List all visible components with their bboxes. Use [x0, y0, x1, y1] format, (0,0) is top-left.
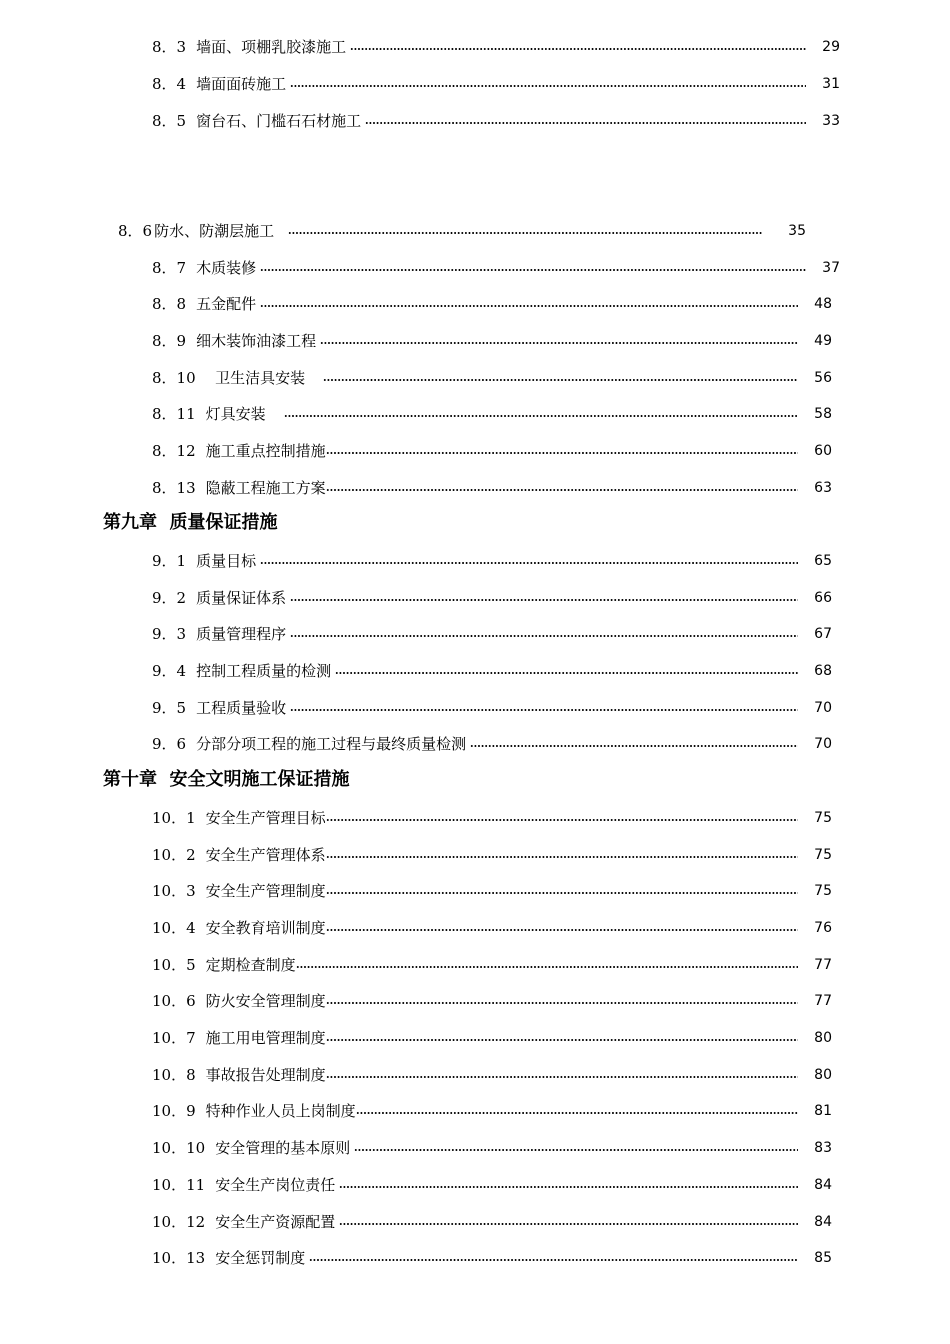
- toc-entry-page: 75: [814, 847, 832, 863]
- toc-dot-leader: [354, 1136, 798, 1160]
- toc-entry[interactable]: [152, 696, 832, 720]
- toc-entry-number: 8．4: [152, 75, 187, 93]
- toc-entry-title: 安全管理的基本原则: [215, 1139, 351, 1157]
- toc-dot-leader: [288, 219, 762, 243]
- toc-entry-title: 木质装修: [196, 259, 257, 277]
- toc-entry-number: 8．12: [152, 442, 196, 460]
- toc-entry-title: 安全生产管理体系: [205, 846, 326, 864]
- toc-entry-title: 防水、防潮层施工: [154, 222, 275, 240]
- toc-entry[interactable]: [152, 476, 832, 500]
- toc-entry-number: 8．10: [152, 369, 196, 387]
- toc-dot-leader: [326, 806, 798, 830]
- toc-entry-page: 31: [822, 76, 840, 92]
- toc-dot-leader: [350, 35, 806, 59]
- toc-entry-page: 84: [814, 1214, 832, 1230]
- toc-entry-number: 10．1: [152, 809, 196, 827]
- toc-dot-leader: [326, 1063, 798, 1087]
- toc-entry-number: 8．6: [118, 222, 153, 240]
- toc-entry-number: 8．7: [152, 259, 187, 277]
- toc-entry[interactable]: [152, 402, 832, 426]
- toc-entry-title: 施工用电管理制度: [205, 1029, 326, 1047]
- toc-entry-page: 66: [814, 590, 832, 606]
- toc-dot-leader: [284, 402, 798, 426]
- toc-dot-leader: [290, 586, 798, 610]
- toc-entry-page: 33: [822, 113, 840, 129]
- toc-entry-page: 84: [814, 1177, 832, 1193]
- chapter-heading[interactable]: 第九章 质量保证措施: [103, 512, 278, 533]
- toc-entry-title: 五金配件: [196, 295, 257, 313]
- toc-entry-title: 安全生产岗位责任: [215, 1176, 336, 1194]
- toc-entry-title: 卫生洁具安装: [205, 369, 306, 387]
- toc-dot-leader: [326, 879, 798, 903]
- toc-entry-page: 85: [814, 1250, 832, 1266]
- toc-entry-title: 定期检查制度: [205, 956, 296, 974]
- toc-entry-page: 75: [814, 883, 832, 899]
- toc-entry-title: 施工重点控制措施: [205, 442, 326, 460]
- toc-entry[interactable]: [152, 1246, 832, 1270]
- toc-entry[interactable]: [152, 1099, 832, 1123]
- toc-entry-title: 墙面面砖施工: [196, 75, 287, 93]
- toc-dot-leader: [260, 292, 798, 316]
- toc-entry-title: 隐蔽工程施工方案: [205, 479, 326, 497]
- toc-dot-leader: [339, 1210, 798, 1234]
- toc-entry[interactable]: [152, 1026, 832, 1050]
- toc-entry[interactable]: [152, 549, 832, 573]
- toc-entry-title: 控制工程质量的检测: [196, 662, 332, 680]
- toc-entry-number: 9．5: [152, 699, 187, 717]
- toc-entry-title: 窗台石、门槛石石材施工: [196, 112, 362, 130]
- toc-entry[interactable]: [152, 586, 832, 610]
- toc-entry[interactable]: [152, 292, 832, 316]
- toc-entry-title: 事故报告处理制度: [205, 1066, 326, 1084]
- toc-entry-number: 8．9: [152, 332, 187, 350]
- toc-entry-number: 10．11: [152, 1176, 206, 1194]
- toc-entry-page: 81: [814, 1103, 832, 1119]
- toc-entry[interactable]: [118, 219, 806, 243]
- toc-entry-page: 70: [814, 736, 832, 752]
- toc-entry-title: 灯具安装: [205, 405, 266, 423]
- toc-entry[interactable]: [152, 879, 832, 903]
- toc-dot-leader: [323, 366, 798, 390]
- toc-entry-number: 10．4: [152, 919, 196, 937]
- toc-entry-page: 83: [814, 1140, 832, 1156]
- toc-entry-title: 质量管理程序: [196, 625, 287, 643]
- toc-entry-number: 10．10: [152, 1139, 206, 1157]
- toc-entry[interactable]: [152, 659, 832, 683]
- toc-entry-number: 8．8: [152, 295, 187, 313]
- toc-entry[interactable]: [152, 732, 832, 756]
- toc-entry[interactable]: [152, 72, 840, 96]
- toc-dot-leader: [365, 109, 806, 133]
- toc-entry-page: 63: [814, 480, 832, 496]
- toc-entry-number: 10．7: [152, 1029, 196, 1047]
- toc-dot-leader: [326, 843, 798, 867]
- toc-entry-number: 8．3: [152, 38, 187, 56]
- toc-dot-leader: [260, 256, 806, 280]
- toc-entry-page: 67: [814, 626, 832, 642]
- toc-dot-leader: [356, 1099, 798, 1123]
- toc-entry-title: 特种作业人员上岗制度: [205, 1102, 356, 1120]
- toc-entry[interactable]: [152, 953, 832, 977]
- toc-entry[interactable]: [152, 989, 832, 1013]
- toc-entry-number: 10．9: [152, 1102, 196, 1120]
- toc-entry-title: 墙面、项棚乳胶漆施工: [196, 38, 347, 56]
- toc-entry-page: 80: [814, 1030, 832, 1046]
- toc-entry-number: 10．2: [152, 846, 196, 864]
- toc-dot-leader: [290, 72, 806, 96]
- toc-entry-number: 10．5: [152, 956, 196, 974]
- toc-dot-leader: [339, 1173, 798, 1197]
- toc-entry[interactable]: [152, 329, 832, 353]
- toc-dot-leader: [326, 916, 798, 940]
- toc-entry-page: 68: [814, 663, 832, 679]
- toc-entry-number: 10．12: [152, 1213, 206, 1231]
- toc-entry-title: 安全生产管理制度: [205, 882, 326, 900]
- toc-entry-number: 9．2: [152, 589, 187, 607]
- toc-dot-leader: [290, 696, 798, 720]
- toc-entry-title: 分部分项工程的施工过程与最终质量检测: [196, 735, 467, 753]
- toc-entry[interactable]: [152, 1136, 832, 1160]
- toc-entry[interactable]: [152, 622, 832, 646]
- toc-dot-leader: [320, 329, 798, 353]
- toc-dot-leader: [296, 953, 798, 977]
- toc-dot-leader: [309, 1246, 798, 1270]
- toc-entry[interactable]: [152, 1173, 832, 1197]
- toc-entry-title: 细木装饰油漆工程: [196, 332, 317, 350]
- toc-entry-number: 10．6: [152, 992, 196, 1010]
- toc-dot-leader: [326, 439, 798, 463]
- chapter-heading[interactable]: 第十章 安全文明施工保证措施: [103, 769, 350, 790]
- toc-entry-number: 8．13: [152, 479, 196, 497]
- toc-entry[interactable]: [152, 35, 840, 59]
- toc-entry-number: 8．5: [152, 112, 187, 130]
- toc-entry-page: 35: [788, 223, 806, 239]
- toc-dot-leader: [335, 659, 798, 683]
- toc-entry-page: 80: [814, 1067, 832, 1083]
- toc-entry-page: 65: [814, 553, 832, 569]
- toc-entry[interactable]: [152, 806, 832, 830]
- toc-entry-number: 9．6: [152, 735, 187, 753]
- toc-entry-page: 76: [814, 920, 832, 936]
- toc-entry-page: 75: [814, 810, 832, 826]
- toc-entry[interactable]: [152, 256, 840, 280]
- toc-entry[interactable]: [152, 1210, 832, 1234]
- toc-entry-page: 58: [814, 406, 832, 422]
- toc-entry-title: 安全惩罚制度: [215, 1249, 306, 1267]
- toc-entry[interactable]: [152, 366, 832, 390]
- toc-dot-leader: [470, 732, 798, 756]
- toc-entry-page: 77: [814, 957, 832, 973]
- toc-dot-leader: [290, 622, 798, 646]
- toc-dot-leader: [326, 476, 798, 500]
- toc-entry-title: 安全教育培训制度: [205, 919, 326, 937]
- toc-entry-number: 9．1: [152, 552, 187, 570]
- toc-entry-number: 10．3: [152, 882, 196, 900]
- toc-entry-number: 10．13: [152, 1249, 206, 1267]
- toc-entry-page: 37: [822, 260, 840, 276]
- toc-entry[interactable]: [152, 1063, 832, 1087]
- toc-entry-title: 安全生产资源配置: [215, 1213, 336, 1231]
- toc-entry-number: 9．4: [152, 662, 187, 680]
- toc-entry-number: 9．3: [152, 625, 187, 643]
- toc-entry-page: 77: [814, 993, 832, 1009]
- toc-entry-title: 安全生产管理目标: [205, 809, 326, 827]
- toc-entry-page: 56: [814, 370, 832, 386]
- toc-entry-number: 10．8: [152, 1066, 196, 1084]
- toc-entry-number: 8．11: [152, 405, 196, 423]
- toc-entry-title: 质量保证体系: [196, 589, 287, 607]
- toc-entry-page: 49: [814, 333, 832, 349]
- toc-dot-leader: [260, 549, 798, 573]
- toc-entry-title: 防火安全管理制度: [205, 992, 326, 1010]
- toc-entry-title: 工程质量验收: [196, 699, 287, 717]
- toc-entry[interactable]: [152, 843, 832, 867]
- toc-entry-title: 质量目标: [196, 552, 257, 570]
- toc-entry-page: 60: [814, 443, 832, 459]
- toc-entry[interactable]: [152, 439, 832, 463]
- toc-entry-page: 48: [814, 296, 832, 312]
- toc-entry[interactable]: [152, 109, 840, 133]
- toc-entry-page: 70: [814, 700, 832, 716]
- toc-dot-leader: [326, 1026, 798, 1050]
- toc-dot-leader: [326, 989, 798, 1013]
- toc-entry[interactable]: [152, 916, 832, 940]
- toc-entry-page: 29: [822, 39, 840, 55]
